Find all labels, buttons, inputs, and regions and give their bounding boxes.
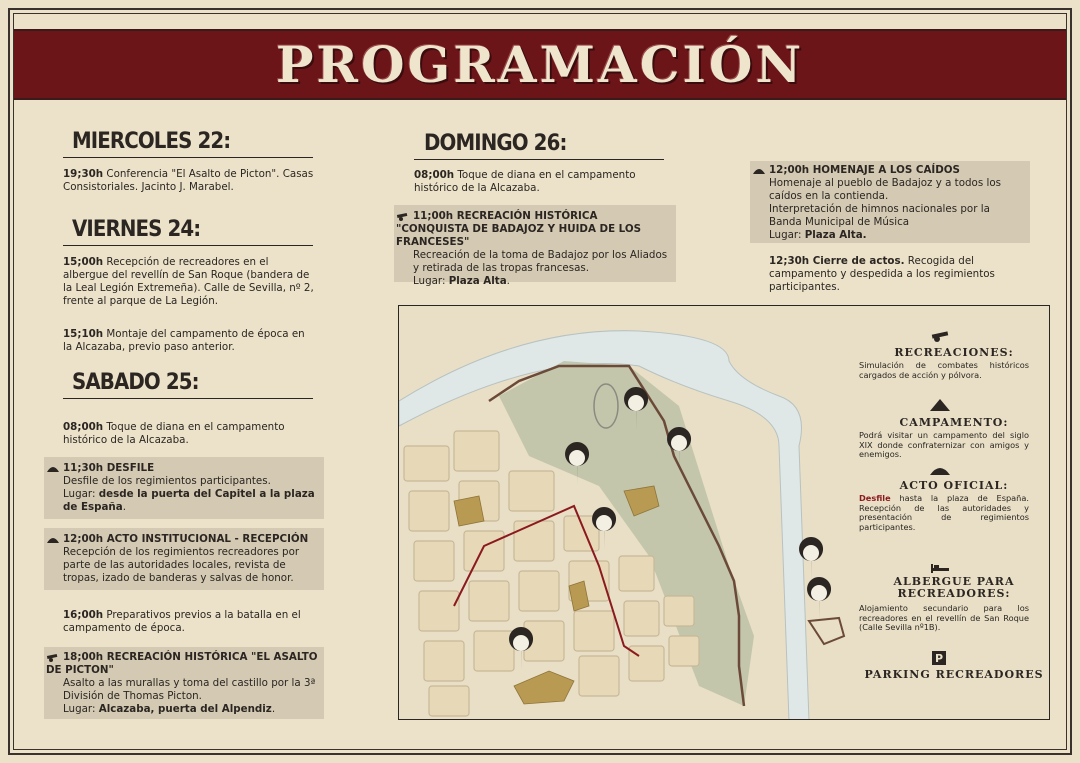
svg-text:P: P	[934, 652, 944, 665]
event-text: .	[271, 703, 276, 715]
title-banner	[14, 29, 1066, 100]
parking-icon	[931, 650, 947, 666]
legend-heading-acto-oficial: ACTO OFICIAL:	[899, 479, 1009, 492]
place-label: Lugar:	[413, 275, 449, 287]
day-heading-wednesday: MIERCOLES 22:	[72, 129, 231, 154]
event-sun-cierre	[769, 255, 1023, 294]
event-time: 19;30h	[63, 168, 104, 180]
legend-heading-albergue	[859, 576, 1049, 600]
legend-text-campamento: Podrá visitar un campamento del siglo XIX donde confraternizar con amigos y enemigos.	[859, 430, 1029, 459]
event-sun-homenaje	[752, 164, 1024, 242]
event-text: Homenaje al pueblo de Badajoz y a todos los caídos en la contienda.	[769, 177, 1002, 202]
bed-icon	[929, 562, 951, 574]
event-time: 16;00h	[63, 609, 104, 621]
event-wed-conference	[63, 168, 315, 194]
legend-heading-line: ALBERGUE PARA	[893, 575, 1015, 588]
cannon-icon	[46, 653, 60, 662]
legend-heading-line: RECREADORES:	[897, 587, 1011, 600]
event-title: 18;00h RECREACIÓN HISTÓRICA "EL ASALTO DE PICTON"	[46, 651, 318, 676]
event-text: Recepción de recreadores en el albergue del revellín de San Roque (bandera de la Leal Legión Extremeña). Calle de Sevilla, nº 2, frente al parque de La Legión.	[63, 256, 314, 307]
event-text: Toque de diana en el campamento histórico de la Alcazaba.	[63, 421, 285, 446]
event-title: 11;00h RECREACIÓN HISTÓRICA "CONQUISTA DE BADAJOZ Y HUIDA DE LOS FRANCESES"	[396, 210, 642, 248]
day-heading-sunday: DOMINGO 26:	[424, 131, 567, 156]
event-text: Asalto a las murallas y toma del castillo por la 3ª División de Thomas Picton.	[63, 677, 316, 702]
legend-text-recreaciones: Simulación de combates históricos cargados de acción y pólvora.	[859, 360, 1029, 380]
event-place: desde la puerta del Capitel a la plaza de España	[63, 488, 315, 513]
place-label: Lugar:	[769, 229, 805, 241]
event-time: 15;00h	[63, 256, 104, 268]
event-text: Conferencia "El Asalto de Picton". Casas Consistoriales. Jacinto J. Marabel.	[63, 168, 314, 193]
event-text: Desfile de los regimientos participantes.	[63, 475, 271, 487]
cannon-icon	[396, 212, 410, 221]
divider	[63, 245, 313, 246]
bicorne-hat-icon	[929, 464, 951, 476]
event-sat-institucional	[46, 533, 320, 585]
bicorne-hat-icon	[46, 535, 60, 544]
legend-text-albergue: Alojamiento secundario para los recreadores en el revellín de San Roque (Calle Sevilla nº1B).	[859, 603, 1029, 632]
cannon-icon	[929, 330, 951, 342]
tent-icon	[929, 398, 951, 412]
map-pin-icon[interactable]	[807, 577, 831, 621]
event-title: 12;00h ACTO INSTITUCIONAL - RECEPCIÓN	[63, 533, 309, 545]
legend-heading-parking: PARKING RECREADORES	[864, 668, 1044, 681]
event-title: 12;00h HOMENAJE A LOS CAÍDOS	[769, 164, 960, 176]
event-time: 15;10h	[63, 328, 104, 340]
event-sat-desfile	[46, 462, 320, 514]
event-sun-diana	[414, 169, 666, 195]
event-text: Recogida del campamento y despedida a los regimientos participantes.	[769, 255, 995, 293]
event-place: Plaza Alta.	[804, 229, 867, 241]
event-fri-reception	[63, 256, 315, 308]
divider	[63, 398, 313, 399]
legend-heading-campamento: CAMPAMENTO:	[899, 416, 1009, 429]
place-label: Lugar:	[63, 488, 99, 500]
event-text: Recepción de los regimientos recreadores por parte de las autoridades locales, revista de tropas, izado de banderas y salvas de honor.	[63, 546, 300, 584]
divider	[414, 159, 664, 160]
bicorne-hat-icon	[46, 464, 60, 473]
event-sun-conquista	[396, 210, 672, 288]
event-sat-preparativos	[63, 609, 317, 635]
event-time: 12;30h Cierre de actos.	[769, 255, 905, 267]
event-text: Preparativos previos a la batalla en el campamento de época.	[63, 609, 301, 634]
event-text: Toque de diana en el campamento histórico de la Alcazaba.	[414, 169, 636, 194]
place-label: Lugar:	[63, 703, 99, 715]
divider	[63, 157, 313, 158]
event-text: Interpretación de himnos nacionales por la Banda Municipal de Música	[769, 203, 990, 228]
event-place: Alcazaba, puerta del Alpendiz	[98, 703, 272, 715]
event-place: Plaza Alta	[448, 275, 507, 287]
event-text: Montaje del campamento de época en la Alcazaba, previo paso anterior.	[63, 328, 305, 353]
event-time: 08;00h	[63, 421, 104, 433]
event-text: .	[506, 275, 510, 287]
page-title: PROGRAMACIÓN	[275, 35, 805, 94]
legend-highlight: Desfile	[859, 493, 891, 503]
event-sat-asalto	[46, 651, 320, 716]
event-text: Recreación de la toma de Badajoz por los Aliados y retirada de las tropas francesas.	[413, 249, 668, 274]
bicorne-hat-icon	[752, 166, 766, 175]
event-time: 08;00h	[414, 169, 455, 181]
day-heading-friday: VIERNES 24:	[72, 217, 201, 242]
legend-text-acto-oficial	[859, 494, 1029, 532]
event-sat-diana	[63, 421, 315, 447]
event-fri-camp	[63, 328, 315, 354]
legend-text: hasta la plaza de España. Recepción de las autoridades y presentación de regimientos participantes.	[859, 493, 1029, 532]
legend-heading-recreaciones: RECREACIONES:	[894, 346, 1014, 359]
event-text: .	[122, 501, 126, 513]
event-title: 11;30h DESFILE	[63, 462, 155, 474]
map	[398, 305, 1050, 720]
day-heading-saturday: SABADO 25:	[72, 370, 199, 395]
